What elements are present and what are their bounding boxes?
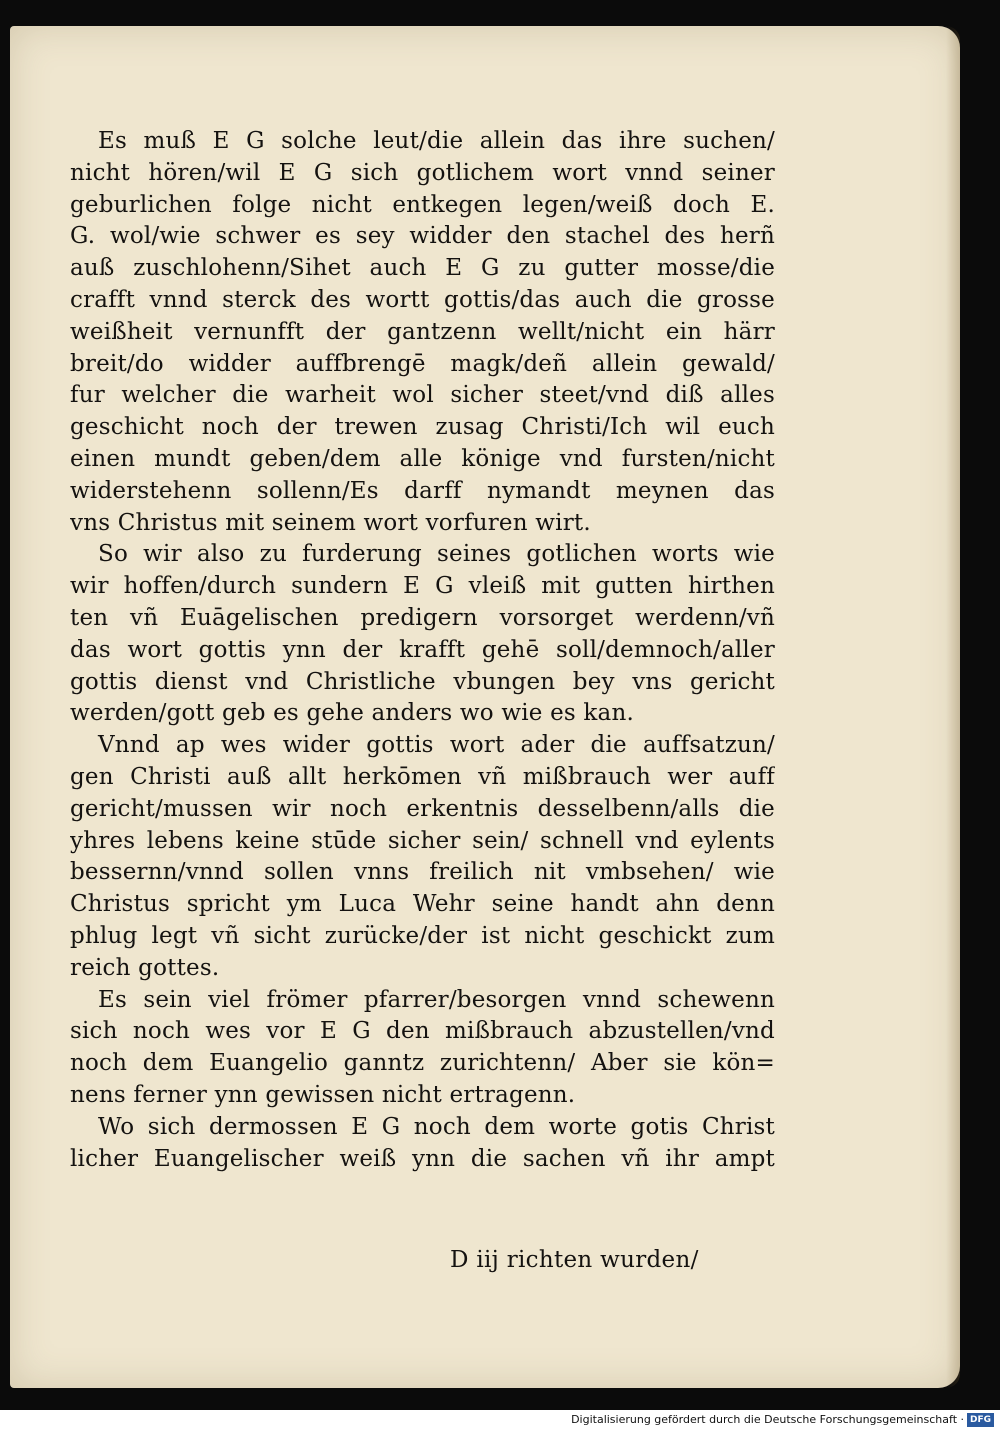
text-line: sich noch wes vor E G den mißbrauch abzustellen/vnd: [70, 1018, 775, 1045]
text-line: Vnnd ap wes wider gottis wort ader die auffsatzun/: [98, 732, 775, 759]
text-line: Christus spricht ym Luca Wehr seine handt ahn denn: [70, 891, 775, 918]
text-line: fur welcher die warheit wol sicher steet/vnd diß alles: [70, 382, 775, 409]
dfg-logo-icon: DFG: [967, 1413, 994, 1427]
book-page: [10, 26, 960, 1388]
text-line: werden/gott geb es gehe anders wo wie es kan.: [70, 700, 634, 727]
text-line: das wort gottis ynn der krafft gehē soll/demnoch/aller: [70, 636, 775, 663]
text-line: wir hoffen/durch sundern E G vleiß mit gutten hirthen: [70, 573, 775, 600]
text-line: noch dem Euangelio ganntz zurichtenn/ Aber sie kön=: [70, 1050, 775, 1077]
text-line: Es sein viel frömer pfarrer/besorgen vnnd schewenn: [98, 986, 775, 1013]
text-line: gottis dienst vnd Christliche vbungen bey vns gericht: [70, 668, 775, 695]
text-line: weißheit vernunfft der gantzenn wellt/nicht ein härr: [70, 318, 775, 345]
text-line: geschicht noch der trewen zusag Christi/Ich wil euch: [70, 414, 775, 441]
text-line: gen Christi auß allt herkōmen vñ mißbrauch wer auff: [70, 763, 775, 790]
text-block: [70, 126, 775, 1175]
text-line: gericht/mussen wir noch erkentnis desselbenn/alls die: [70, 795, 775, 822]
text-line: licher Euangelischer weiß ynn die sachen vñ ihr ampt: [70, 1145, 775, 1172]
text-line: G. wol/wie schwer es sey widder den stachel des herñ: [70, 223, 775, 250]
text-line: Wo sich dermossen E G noch dem worte gotis Christ: [98, 1113, 775, 1140]
text-line: nicht hören/wil E G sich gotlichem wort vnnd seiner: [70, 159, 775, 186]
text-line: So wir also zu furderung seines gotlichen worts wie: [98, 541, 775, 568]
catchword: D iij richten wurden/: [450, 1247, 699, 1273]
text-line: vns Christus mit seinem wort vorfuren wirt.: [70, 509, 591, 536]
text-line: nens ferner ynn gewissen nicht ertragenn.: [70, 1081, 576, 1108]
attribution-text: Digitalisierung gefördert durch die Deutsche Forschungsgemeinschaft ·: [571, 1413, 964, 1426]
text-line: yhres lebens keine stūde sicher sein/ schnell vnd eylents: [70, 827, 775, 854]
text-line: phlug legt vñ sicht zurücke/der ist nicht geschickt zum: [70, 922, 775, 949]
text-line: ten vñ Euāgelischen predigern vorsorget werdenn/vñ: [70, 604, 775, 631]
text-line: einen mundt geben/dem alle könige vnd fursten/nicht: [70, 445, 775, 472]
text-line: Es muß E G solche leut/die allein das ihre suchen/: [98, 128, 775, 154]
text-line: geburlichen folge nicht entkegen legen/weiß doch E.: [70, 191, 775, 218]
text-line: crafft vnnd sterck des wortt gottis/das auch die grosse: [70, 286, 775, 313]
page-edge: [946, 26, 960, 1388]
text-line: bessernn/vnnd sollen vnns freilich nit vmbsehen/ wie: [70, 859, 775, 886]
text-line: auß zuschlohenn/Sihet auch E G zu gutter mosse/die: [70, 255, 775, 282]
text-line: reich gottes.: [70, 954, 220, 981]
text-line: breit/do widder auffbrengē magk/deñ allein gewald/: [70, 350, 775, 377]
text-line: widerstehenn sollenn/Es darff nymandt meynen das: [70, 477, 775, 504]
